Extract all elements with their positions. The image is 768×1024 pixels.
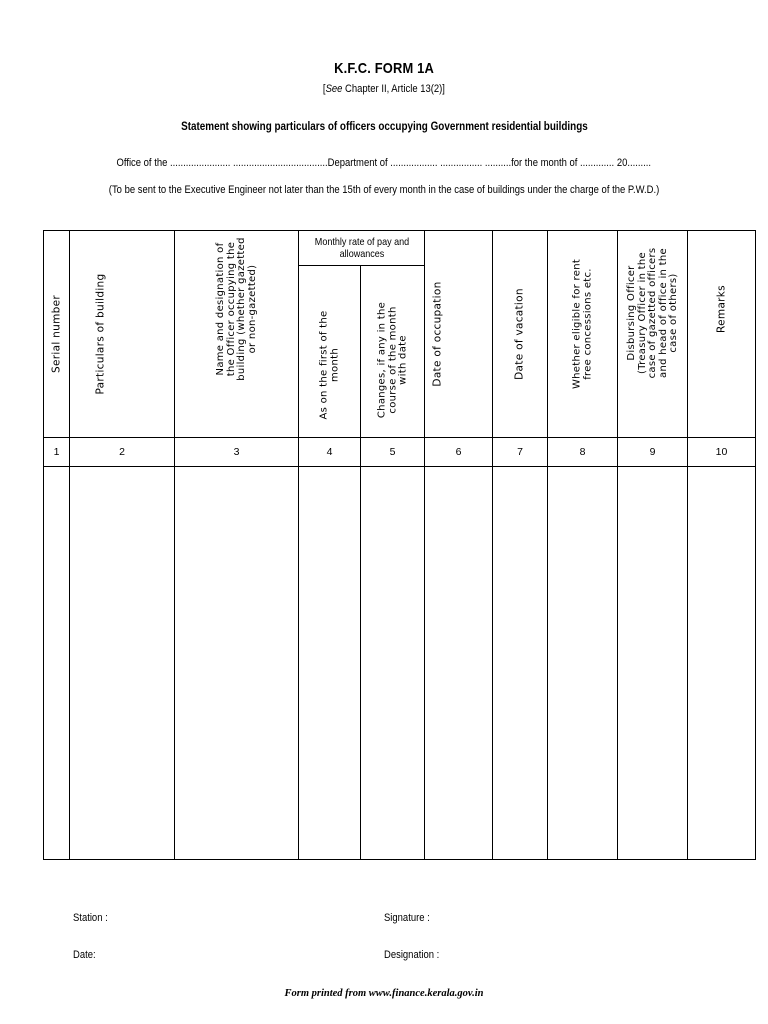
entry-cell[interactable]	[425, 467, 493, 860]
column-number: 5	[361, 438, 425, 467]
column-number: 3	[175, 438, 299, 467]
column-number: 1	[44, 438, 70, 467]
form-title: K.F.C. FORM 1A	[334, 60, 434, 77]
entry-cell[interactable]	[299, 467, 361, 860]
office-line: Office of the ....................... ....................................Department of .................. ................ ..........for the month of ............. 20.........	[116, 157, 652, 169]
header-date-occupation: Date of occupation	[425, 231, 493, 438]
header-as-on-first: As on the first of the month	[299, 266, 361, 438]
header-changes: Changes, if any in the course of the month with date	[361, 266, 425, 438]
entry-cell[interactable]	[548, 467, 618, 860]
form-subtitle: [See Chapter II, Article 13(2)]	[322, 83, 445, 95]
entry-cell[interactable]	[361, 467, 425, 860]
column-number: 8	[548, 438, 618, 467]
statement-heading: Statement showing particulars of officers occupying Government residential buildings	[180, 121, 588, 133]
column-number: 9	[618, 438, 688, 467]
entry-cell[interactable]	[175, 467, 299, 860]
header-monthly-rate: Monthly rate of pay and allowances	[299, 231, 425, 266]
column-number: 2	[70, 438, 175, 467]
occupancy-table	[43, 230, 756, 860]
entry-cell[interactable]	[688, 467, 756, 860]
column-number: 10	[688, 438, 756, 467]
entry-cell[interactable]	[618, 467, 688, 860]
column-number: 4	[299, 438, 361, 467]
header-date-vacation: Date of vacation	[493, 231, 548, 438]
entry-cell[interactable]	[70, 467, 175, 860]
header-name-designation: Name and designation of the Officer occupying the building (whether gazetted or non-gazetted)	[175, 231, 299, 438]
header-remarks: Remarks	[688, 231, 756, 438]
signature-label: Signature :	[384, 912, 430, 924]
header-particulars: Particulars of building	[70, 231, 175, 438]
station-label: Station :	[73, 912, 108, 924]
designation-label: Designation :	[384, 949, 440, 961]
header-serial-number: Serial number	[44, 231, 70, 438]
header-rent-free: Whether eligible for rent free concessions etc.	[548, 231, 618, 438]
column-number: 6	[425, 438, 493, 467]
entry-row	[44, 467, 756, 860]
printed-from-note: Form printed from www.finance.kerala.gov.in	[284, 988, 484, 999]
instruction-note: (To be sent to the Executive Engineer not later than the 15th of every month in the case of buildings under the charge of the P.W.D.)	[108, 184, 660, 196]
column-number: 7	[493, 438, 548, 467]
entry-cell[interactable]	[493, 467, 548, 860]
column-number-row	[44, 438, 756, 467]
header-disbursing-officer: Disbursing Officer (Treasury Officer in the case of gazetted officers and head of office in the case of others)	[618, 231, 688, 438]
date-label: Date:	[73, 949, 96, 961]
entry-cell[interactable]	[44, 467, 70, 860]
